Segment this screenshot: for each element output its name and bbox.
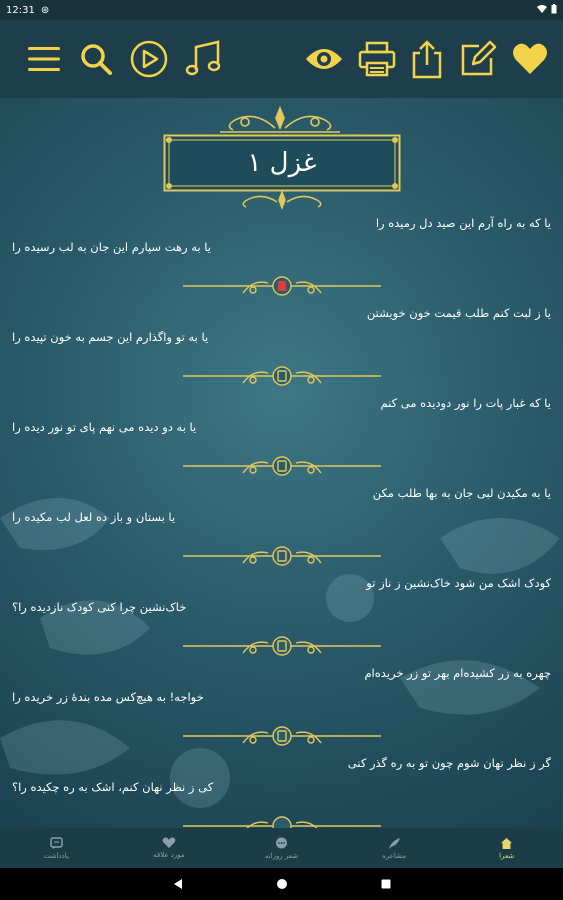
poem-content[interactable] xyxy=(0,98,563,828)
music-icon[interactable] xyxy=(182,20,226,98)
system-navigation-bar xyxy=(0,868,563,900)
header-ornament-bottom xyxy=(232,190,332,210)
verse-4-second[interactable]: یا بستان و باز ده لعل لب مکیده را xyxy=(12,510,176,524)
play-icon[interactable] xyxy=(127,20,171,98)
nav-poets[interactable] xyxy=(450,828,563,868)
verse-7-second[interactable]: کی ز نظر نهان کنم، اشک به ره چکیده را؟ xyxy=(12,780,214,794)
status-bar xyxy=(0,0,563,20)
verse-2-first[interactable]: یا ز لبت کنم طلب قیمت خون خویشتن xyxy=(366,306,551,320)
wifi-icon xyxy=(537,4,547,17)
nav-daily-poem-label: شعر روزانه xyxy=(264,851,299,860)
nav-favorites-label: مورد علاقه xyxy=(153,851,185,859)
nav-poets-label: شعرا xyxy=(499,851,515,860)
verse-5-second[interactable]: خاک‌نشین چرا کنی کودک نازدیده را؟ xyxy=(12,600,187,614)
menu-icon[interactable] xyxy=(22,20,66,98)
nav-mosha-ereh-label: مشاعره xyxy=(382,851,406,860)
verse-5-first[interactable]: کودک اشک من شود خاک‌نشین ز ناز تو xyxy=(366,576,551,590)
note-icon xyxy=(50,837,63,850)
verse-divider xyxy=(183,635,381,657)
verse-4-first[interactable]: یا به مکیدن لبی جان به بها طلب مکن xyxy=(372,486,551,500)
verse-divider xyxy=(183,455,381,477)
bottom-navigation xyxy=(0,828,563,868)
verse-divider xyxy=(183,725,381,747)
verse-1-second[interactable]: یا به رهت سپارم این جان به لب رسیده را xyxy=(12,240,212,254)
search-icon[interactable] xyxy=(74,20,118,98)
nav-daily-poem[interactable] xyxy=(225,828,338,868)
bookmark-icon xyxy=(278,281,286,291)
verse-divider xyxy=(183,545,381,567)
edit-icon[interactable] xyxy=(456,20,500,98)
heart-icon[interactable] xyxy=(508,20,552,98)
eye-icon[interactable] xyxy=(302,20,346,98)
home-button-icon[interactable] xyxy=(276,875,288,894)
toolbar xyxy=(0,20,563,98)
print-icon[interactable] xyxy=(355,20,399,98)
verse-7-first[interactable]: گر ز نظر نهان شوم چون تو به ره گذر کنی xyxy=(347,756,551,770)
verse-divider xyxy=(183,815,381,828)
header-ornament-top xyxy=(215,104,345,134)
nav-notes-label: یادداشت xyxy=(43,851,69,860)
verse-1-first[interactable]: یا که به راه آرم این صید دل رمیده را xyxy=(375,216,551,230)
heart-icon xyxy=(162,837,176,849)
chat-icon xyxy=(275,837,288,850)
verse-3-first[interactable]: یا که غبار پات را نور دودیده می کنم xyxy=(380,396,551,410)
back-icon[interactable] xyxy=(172,875,184,894)
nav-mosha-ereh[interactable] xyxy=(338,828,451,868)
verse-3-second[interactable]: یا به دو دیده می نهم پای تو نور دیده را xyxy=(12,420,197,434)
notification-icon: ⊛ xyxy=(40,4,50,16)
nav-favorites[interactable] xyxy=(113,828,226,868)
nav-notes[interactable] xyxy=(0,828,113,868)
home-icon xyxy=(500,837,513,850)
recents-icon[interactable] xyxy=(380,875,392,894)
verse-divider xyxy=(183,365,381,387)
status-time: 12:31 xyxy=(6,4,35,16)
verse-6-second[interactable]: خواجه! به هیچ‌کس مده بندهٔ زر خریده را xyxy=(12,690,204,704)
verse-divider xyxy=(183,275,381,297)
share-icon[interactable] xyxy=(405,20,449,98)
battery-icon xyxy=(551,4,557,17)
verse-6-first[interactable]: چهره به زر کشیده‌ام بهر تو زر خریده‌ام xyxy=(364,666,551,680)
verse-2-second[interactable]: یا به تو واگذارم این جسم به خون تپیده را xyxy=(12,330,209,344)
quill-icon xyxy=(388,837,401,850)
poem-title: غزل ۱ xyxy=(247,148,317,178)
